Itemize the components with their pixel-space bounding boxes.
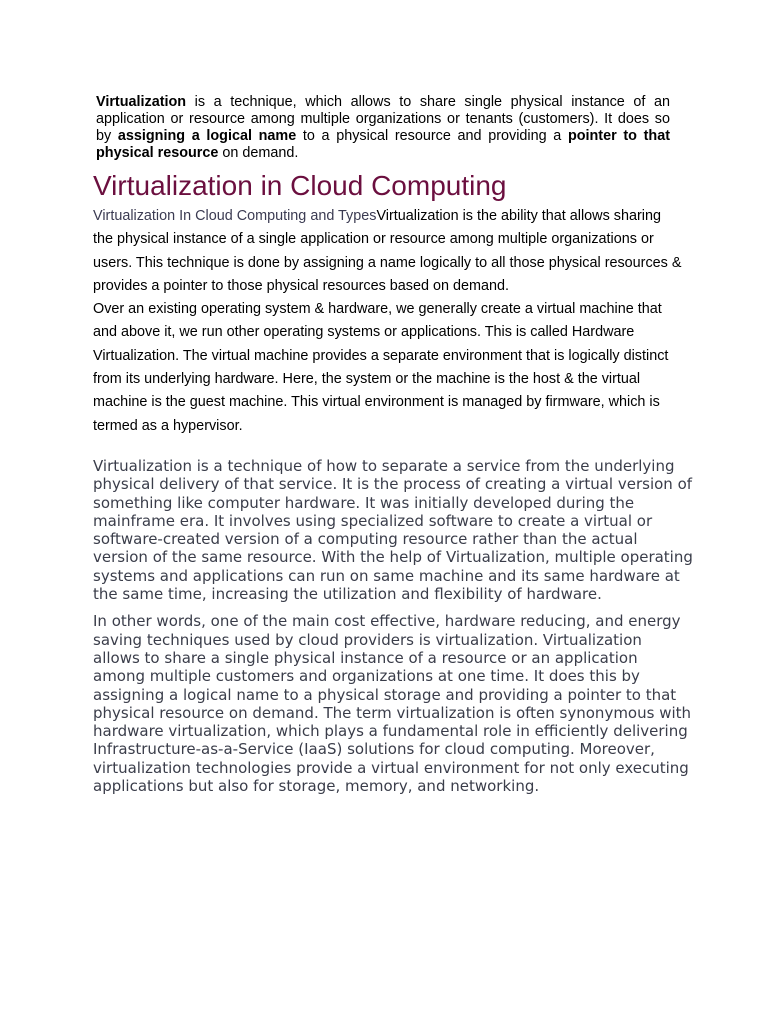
section1-paragraph-2: Over an existing operating system & hardware, we generally create a virtual machine that and above it, we run other operating systems or applications. This is called Hardware Virtualization. The virtual machine provides a separate environment that is logically distinct from its underlying hardware. Here, the system or the machine is the host & the virtual machine is the guest machine. This virtual environment is managed by firmware, which is termed as a hypervisor. xyxy=(93,301,669,434)
section2-paragraph-2: In other words, one of the main cost effective, hardware reducing, and energy saving techniques used by cloud providers is virtualization. Virtualization allows to share a single physical instance of a resource or an application among multiple customers and organizations at one time. It does this by assigning a logical name to a physical storage and providing a pointer to that physical resource on demand. The term virtualization is often synonymous with hardware virtualization, which plays a fundamental role in efficiently delivering Infrastructure-as-a-Service (IaaS) solutions for cloud computing. Moreover, virtualization technologies provide a virtual environment for not only executing applications but also for storage, memory, and networking. xyxy=(93,612,692,796)
intro-bold-logical-name: assigning a logical name xyxy=(117,128,297,144)
intro-text-2: to a physical resource and providing a xyxy=(296,128,568,144)
section1-body xyxy=(93,205,683,438)
section1-paragraph-1 xyxy=(93,205,683,298)
source-label: Virtualization In Cloud Computing and Types xyxy=(93,208,377,224)
intro-term: Virtualization xyxy=(96,94,187,110)
intro-text-1: is a technique, which allows to share single physical instance of an application or resource among multiple organizations or tenants (customers). It does so by xyxy=(96,94,670,144)
section-heading: Virtualization in Cloud Computing xyxy=(93,170,507,201)
section2-body xyxy=(93,457,693,804)
intro-paragraph xyxy=(96,94,670,162)
intro-text-3: on demand. xyxy=(218,145,299,161)
section1-paragraph-1-text: Virtualization is the ability that allows sharing the physical instance of a single application or resource among multiple organizations or users. This technique is done by assigning a name logically to all those physical resources & provides a pointer to those physical resources based on demand. xyxy=(93,208,682,294)
section2-paragraph-1: Virtualization is a technique of how to separate a service from the underlying physical delivery of that service. It is the process of creating a virtual version of something like computer hardware. It was initially developed during the mainframe era. It involves using specialized software to create a virtual or software-created version of a computing resource rather than the actual version of the same resource. With the help of Virtualization, multiple operating systems and applications can run on same machine and its same hardware at the same time, increasing the utilization and flexibility of hardware. xyxy=(93,457,693,604)
intro-bold-pointer: pointer to that physical resource xyxy=(96,128,670,161)
